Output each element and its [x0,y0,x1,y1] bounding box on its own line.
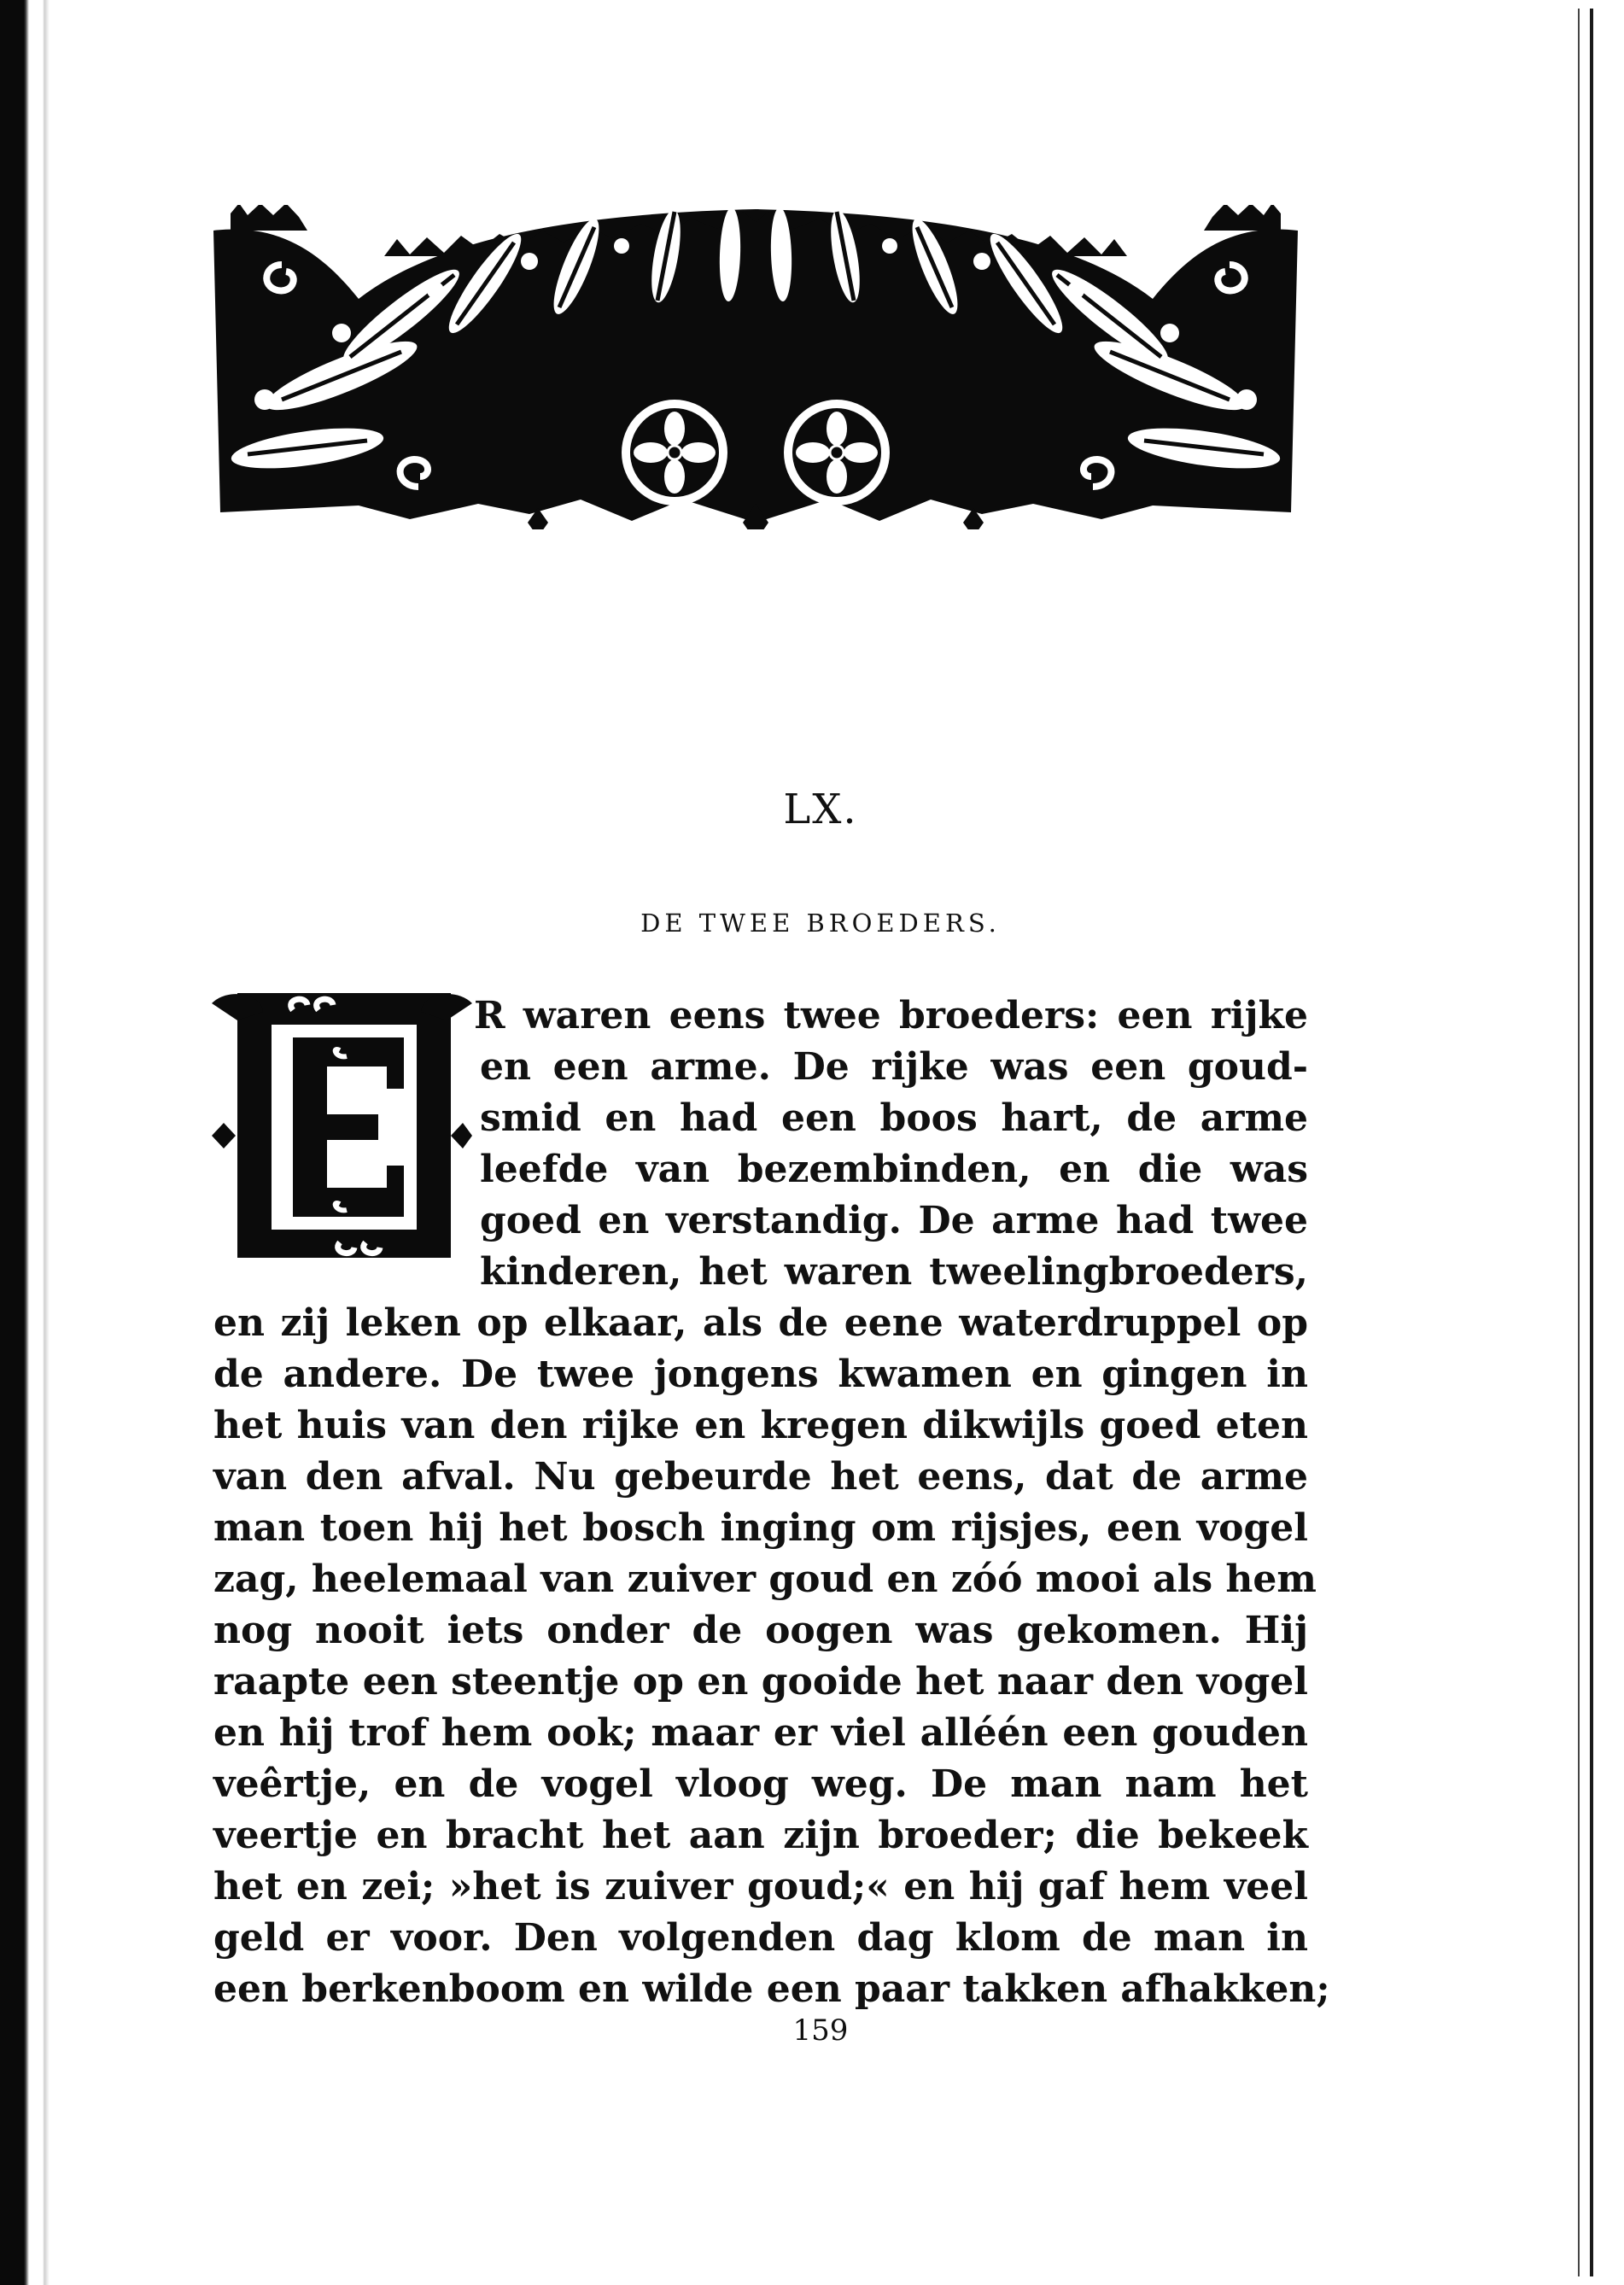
body-line: de andere. De twee jongens kwamen en gingen in [213,1353,1308,1396]
body-line: van den afval. Nu gebeurde het eens, dat de arme [213,1455,1308,1499]
body-line: kinderen, het waren tweelingbroeders, [480,1250,1308,1294]
page-number: 159 [792,2013,849,2048]
body-line: man toen hij het bosch inging om rijsjes, een vogel [213,1506,1308,1550]
body-line: veertje en bracht het aan zijn broeder; die bekeek [213,1814,1308,1857]
chapter-number: LX. [783,786,858,833]
body-line: veêrtje, en de vogel vloog weg. De man nam het [213,1762,1308,1806]
scan-edge-rule [1590,9,1593,2276]
body-line: en een arme. De rijke was een goud- [480,1045,1308,1089]
body-line: leefde van bezembinden, en die was [480,1148,1308,1191]
body-line: smid en had een boos hart, de arme [480,1096,1308,1140]
body-line: en hij trof hem ook; maar er viel alléén een gouden [213,1711,1308,1755]
body-line: het en zei; »het is zuiver goud;« en hij gaf hem veel [213,1865,1308,1908]
body-line: nog nooit iets onder de oogen was gekomen. Hij [213,1609,1308,1652]
scan-edge-rule [1578,9,1580,2276]
body-line: het huis van den rijke en kregen dikwijls goed eten [213,1404,1308,1447]
body-line: en zij leken op elkaar, als de eene waterdruppel op [213,1301,1308,1345]
ornamental-drop-cap [212,986,472,1268]
body-line: een berkenboom en wilde een paar takken afhakken; [213,1967,1330,2011]
body-line: R waren eens twee broeders: een rijke [474,994,1308,1037]
body-line: goed en verstandig. De arme had twee [480,1199,1308,1242]
body-line: raapte een steentje op en gooide het naar den vogel [213,1660,1308,1704]
body-line: geld er voor. Den volgenden dag klom de man in [213,1916,1308,1960]
scan-binding-edge [0,0,60,2285]
body-line: zag, heelemaal van zuiver goud en zóó mooi als hem [213,1557,1317,1601]
chapter-title: DE TWEE BROEDERS. [640,909,1001,938]
ornamental-headpiece [213,205,1298,529]
